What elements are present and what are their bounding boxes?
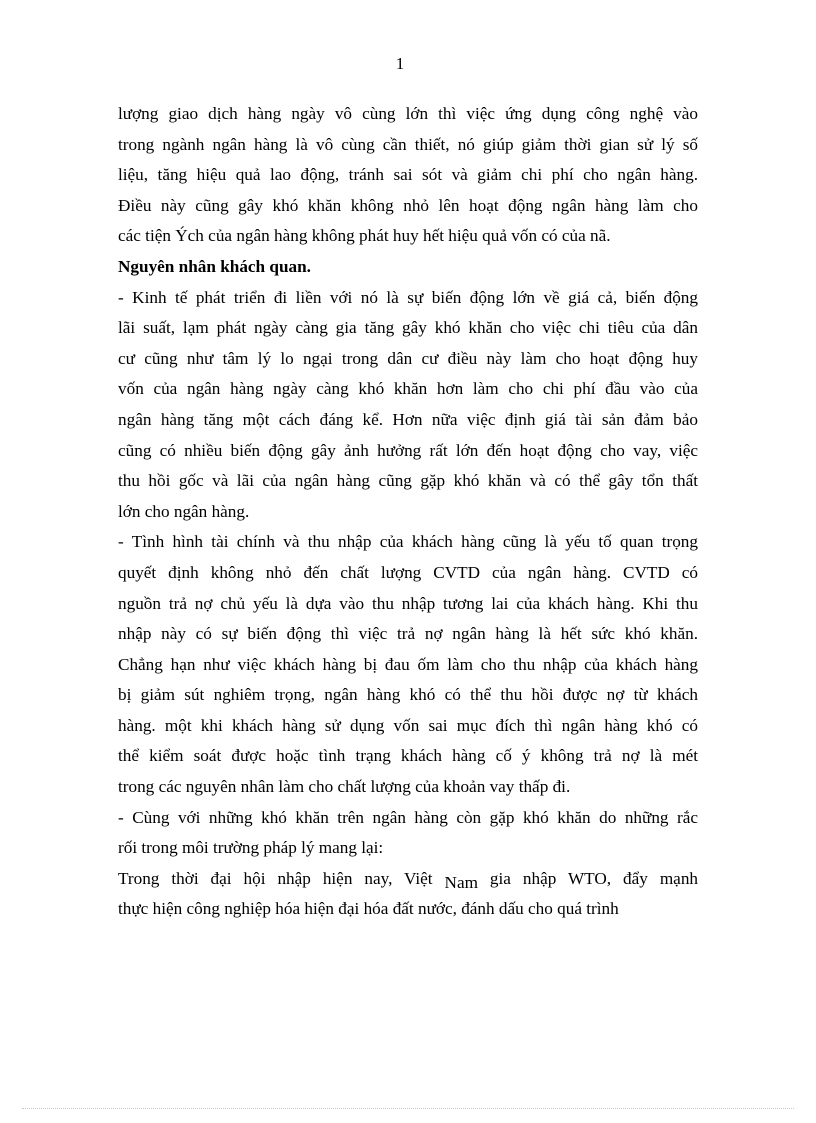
text-line: - Kinh tế phát triển đi liền với nó là sự biến động lớn về giá cả, biến động <box>118 287 698 307</box>
text-line: nguồn trả nợ chủ yếu là dựa vào thu nhập tương lai của khách hàng. Khi thu <box>118 593 698 613</box>
text-line: quyết định không nhỏ đến chất lượng CVTD của ngân hàng. CVTD có <box>118 562 698 582</box>
page-footer-rule <box>22 1108 794 1109</box>
text-line: lớn cho ngân hàng. <box>118 501 250 521</box>
page-number: 1 <box>395 54 405 73</box>
text-line: trong ngành ngân hàng là vô cùng cần thiết, nó giúp giảm thời gian sử lý số <box>118 134 698 154</box>
text-fragment: Trong thời đại hội nhập hiện nay, Việt <box>118 868 445 888</box>
text-line: cũng có nhiều biến động gây ảnh hưởng rất lớn đến hoạt động cho vay, việc <box>118 440 698 460</box>
text-line: Chẳng hạn như việc khách hàng bị đau ốm làm cho thu nhập của khách hàng <box>118 654 698 674</box>
section-heading: Nguyên nhân khách quan. <box>118 256 311 276</box>
text-line: Điều này cũng gây khó khăn không nhỏ lên hoạt động ngân hàng làm cho <box>118 195 698 215</box>
text-line: vốn của ngân hàng ngày càng khó khăn hơn làm cho chi phí đầu vào của <box>118 379 698 399</box>
text-line: bị giảm sút nghiêm trọng, ngân hàng khó có thể thu hồi được nợ từ khách <box>118 685 698 705</box>
text-line: ngân hàng tăng một cách đáng kể. Hơn nữa việc định giá tài sản đảm bảo <box>118 409 698 429</box>
text-line: lãi suất, lạm phát ngày càng gia tăng gây khó khăn cho việc chi tiêu của dân <box>118 318 698 338</box>
text-line: rối trong môi trường pháp lý mang lại: <box>118 838 384 858</box>
text-line: lượng giao dịch hàng ngày vô cùng lớn thì việc ứng dụng công nghệ vào <box>118 104 698 123</box>
text-line: liệu, tăng hiệu quả lao động, tránh sai sót và giảm chi phí cho ngân hàng. <box>118 165 698 185</box>
text-line: - Tình hình tài chính và thu nhập của khách hàng cũng là yếu tố quan trọng <box>118 532 698 552</box>
text-fragment: gia nhập WTO, đẩy mạnh <box>477 868 699 888</box>
text-line <box>118 864 698 895</box>
text-fragment-lowered: Nam <box>444 872 478 892</box>
document-body <box>118 99 698 925</box>
text-line: nhập này có sự biến động thì việc trả nợ ngân hàng là hết sức khó khăn. <box>118 624 698 644</box>
text-line: thu hồi gốc và lãi của ngân hàng cũng gặp khó khăn và có thể gây tổn thất <box>118 471 698 491</box>
text-line: thực hiện công nghiệp hóa hiện đại hóa đất nước, đánh dấu cho quá trình <box>118 899 619 919</box>
text-line: thể kiểm soát được hoặc tình trạng khách hàng cố ý không trả nợ là mét <box>118 746 698 766</box>
text-line: trong các nguyên nhân làm cho chất lượng của khoản vay thấp đi. <box>118 777 571 797</box>
text-line: cư cũng như tâm lý lo ngại trong dân cư điều này làm cho hoạt động huy <box>118 348 698 368</box>
text-line: hàng. một khi khách hàng sử dụng vốn sai mục đích thì ngân hàng khó có <box>118 715 698 735</box>
text-line: - Cùng với những khó khăn trên ngân hàng còn gặp khó khăn do những rắc <box>118 807 698 827</box>
text-line: các tiện Ých của ngân hàng không phát huy hết hiệu quả vốn có của nã. <box>118 226 611 246</box>
